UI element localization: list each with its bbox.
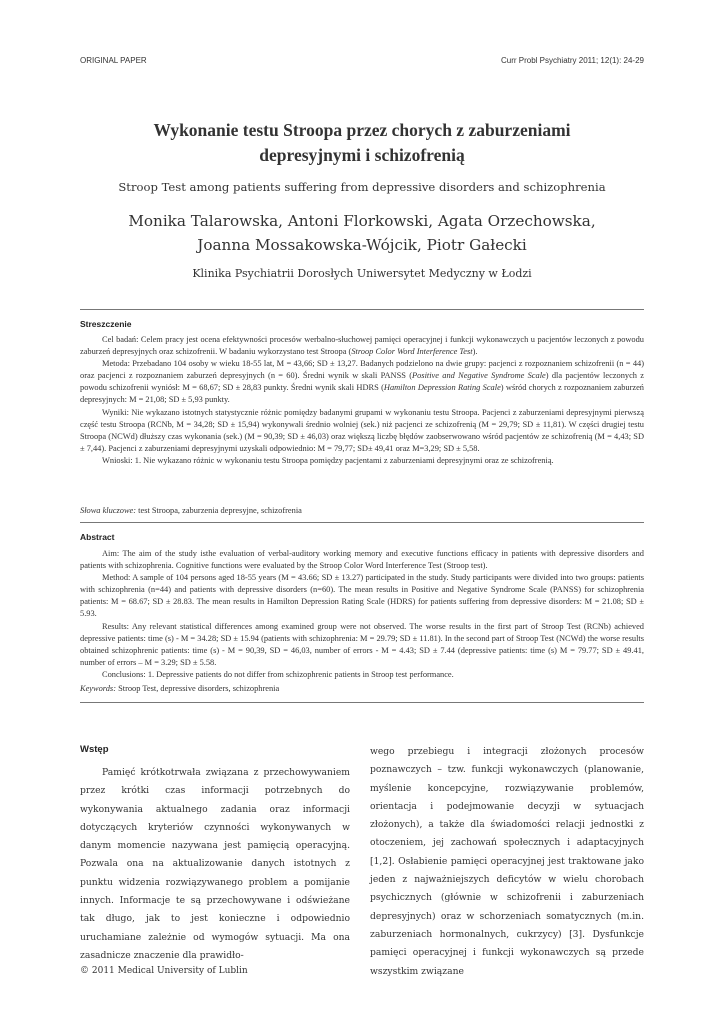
footer-copyright: © 2011 Medical University of Lublin (80, 966, 248, 976)
body-right-column (370, 743, 644, 981)
title-line-1: Wykonanie testu Stroopa przez chorych z zaburzeniami (153, 120, 571, 140)
streszczenie-results: Wyniki: Nie wykazano istotnych statystycznie różnic pomiędzy badanymi grupami w wykonaniu testu Stroopa. Pacjenci z zaburzeniami depresyjnymi pierwszą część testu Stroopa (RCNb, M = 34,28; SD ± 15,94) wykonywali średnio wolniej (sek.) niż pacjenci ze schizofrenią (M = 29,79; SD ± 11,81). W części drugiej testu Stroopa (NCWd) dłuższy czas wykonania (sek.) (M = 90,39; SD ± 46,03) oraz większą liczbę błędów zaobserwowano wśród pacjentów ze schizofrenią (M = 4,43; SD ± 7,44). Pacjenci z zaburzeniami depresyjnymi uzyskali odpowiednio: M = 79,77; SD± 49,41 oraz M=3,29; SD ± 5,58. (80, 407, 644, 453)
abstract-heading: Abstract (80, 532, 115, 542)
authors-line-1: Monika Talarowska, Antoni Florkowski, Agata Orzechowska, (128, 212, 596, 230)
streszczenie-body (80, 334, 644, 467)
keywords-en: Keywords: Stroop Test, depressive disorders, schizophrenia (80, 684, 280, 693)
streszczenie-conclusions: Wnioski: 1. Nie wykazano różnic w wykonaniu testu Stroopa pomiędzy pacjentami z zaburzeniami depresyjnymi oraz ze schizofrenią. (102, 455, 554, 465)
abstract-conclusions: Conclusions: 1. Depressive patients do not differ from schizophrenic patients in Stroop test performance. (102, 669, 454, 679)
body-paragraph-1: Pamięć krótkotrwała związana z przechowywaniem przez krótki czas informacji potrzebnych do wykonywania aktualnego zadania oraz informacji dotyczących kryteriów czynności wykonywanych w danym momencie nazywana jest pamięcią operacyjną. Pozwala ona na aktualizowanie danych istotnych z punktu widzenia rozwiązywanego problem a pomijanie innych. Informacje te są przechowywane i odświeżane tak długo, jak to jest konieczne i odpowiednio uruchamiane zależnie od wymogów sytuacji. Ma ona zasadnicze znaczenie dla prawidło- (80, 767, 350, 961)
abstract-body (80, 548, 644, 681)
section-heading-wstep: Wstęp (80, 744, 109, 755)
body-paragraph-2: wego przebiegu i integracji złożonych procesów poznawczych – tzw. funkcji wykonawczych (planowanie, myślenie koncepcyjne, rozwiązywanie problemów, orientacja i podejmowanie decyzji w sytuacjach złożonych), a także dla świadomości relacji jednostki z otoczeniem, jej zachowań społecznych i adaptacyjnych [1,2]. Osłabienie pamięci operacyjnej jest traktowane jako jeden z najważniejszych deficytów w wielu chorobach psychicznych (głównie w schizofrenii i zaburzeniach depresyjnych) oraz w schorzeniach somatycznych (m.in. zaburzeniach hormonalnych, cukrzycy) [3]. Dysfunkcje pamięci operacyjnej i funkcji wykonawczych są przede wszystkim związane (370, 746, 644, 977)
subtitle: Stroop Test among patients suffering from depressive disorders and schizophrenia (118, 180, 606, 194)
running-header-left: ORIGINAL PAPER (80, 56, 147, 65)
abstract-method: Method: A sample of 104 persons aged 18-55 years (M = 43.66; SD ± 13.27) participated in the study. Study participants were divided into two groups: patients with schizophrenia (n=44) and patients with depressive disorders (n=60). The mean results in Positive and Negative Syndrome Scale (PANSS) for schizophrenia patients: M = 68.67; SD ± 28.83. The mean results in Hamilton Depression Rating Scale (HDRS) for patients suffering from depressive disorders: M = 21.08; SD ± 5.93. (80, 573, 644, 619)
authors-line-2: Joanna Mossakowska-Wójcik, Piotr Gałecki (197, 236, 527, 254)
body-left-column (80, 764, 350, 965)
streszczenie-heading: Streszczenie (80, 319, 132, 329)
streszczenie-aim: Cel badań: Celem pracy jest ocena efektywności procesów werbalno-słuchowej pamięci operacyjnej i funkcji wykonawczych u pacjentów leczonych z powodu zaburzeń depresyjnych oraz schizofrenii. W badaniu wykorzystano test Stroopa (Stroop Color Word Interference Test). (80, 335, 644, 357)
keywords-pl: Słowa kluczowe: test Stroopa, zaburzenia depresyjne, schizofrenia (80, 506, 302, 515)
divider-abstract (80, 522, 644, 523)
running-header-right: Curr Probl Psychiatry 2011; 12(1): 24-29 (500, 56, 644, 65)
affiliation: Klinika Psychiatrii Dorosłych Uniwersytet Medyczny w Łodzi (192, 267, 532, 280)
divider-body (80, 702, 644, 703)
abstract-results: Results: Any relevant statistical differences among examined group were not observed. The worse results in the first part of Stroop Test (RCNb) achieved depressive patients: time (s) - M = 34.28; SD ± 15.94 (patients with schizophrenia: M = 29.79; SD ± 11.81). In the second part of Stroop Test (NCWd) the worse results obtained schizophrenic patients: time (s) - M = 90,39, SD = 46,03, number of errors - M = 4.43; SD ± 7.44 (depressive patients: time (s) M = 79.77; SD ± 49.41, number of errors – M = 3.29; SD ± 5.58. (80, 621, 644, 667)
title-line-2: depresyjnymi i schizofrenią (259, 145, 465, 165)
divider-top (80, 309, 644, 310)
abstract-aim: Aim: The aim of the study isthe evaluation of verbal-auditory working memory and executive functions efficacy in patients with depressive disorders and patients with schizophrenia. Cognitive functions were evaluated by the Stroop Color Word Interference Test (Stroop test). (80, 549, 644, 571)
streszczenie-method: Metoda: Przebadano 104 osoby w wieku 18-55 lat, M = 43,66; SD ± 13,27. Badanych podzielono na dwie grupy: pacjenci z rozpoznaniem schizofrenii (n = 44) oraz pacjenci z rozpoznaniem zaburzeń depresyjnych (n = 60). Średni wynik w skali PANSS (Positive and Negative Syndrome Scale) dla pacjentów leczonych z powodu schizofrenii wyniósł: M = 68,67; SD ± 28,83 punkty. Średni wynik skali HDRS (Hamilton Depression Rating Scale) wśród chorych z rozpoznaniem zaburzeń depresyjnych: M = 21,08; SD ± 5,93 punkty. (80, 359, 644, 405)
